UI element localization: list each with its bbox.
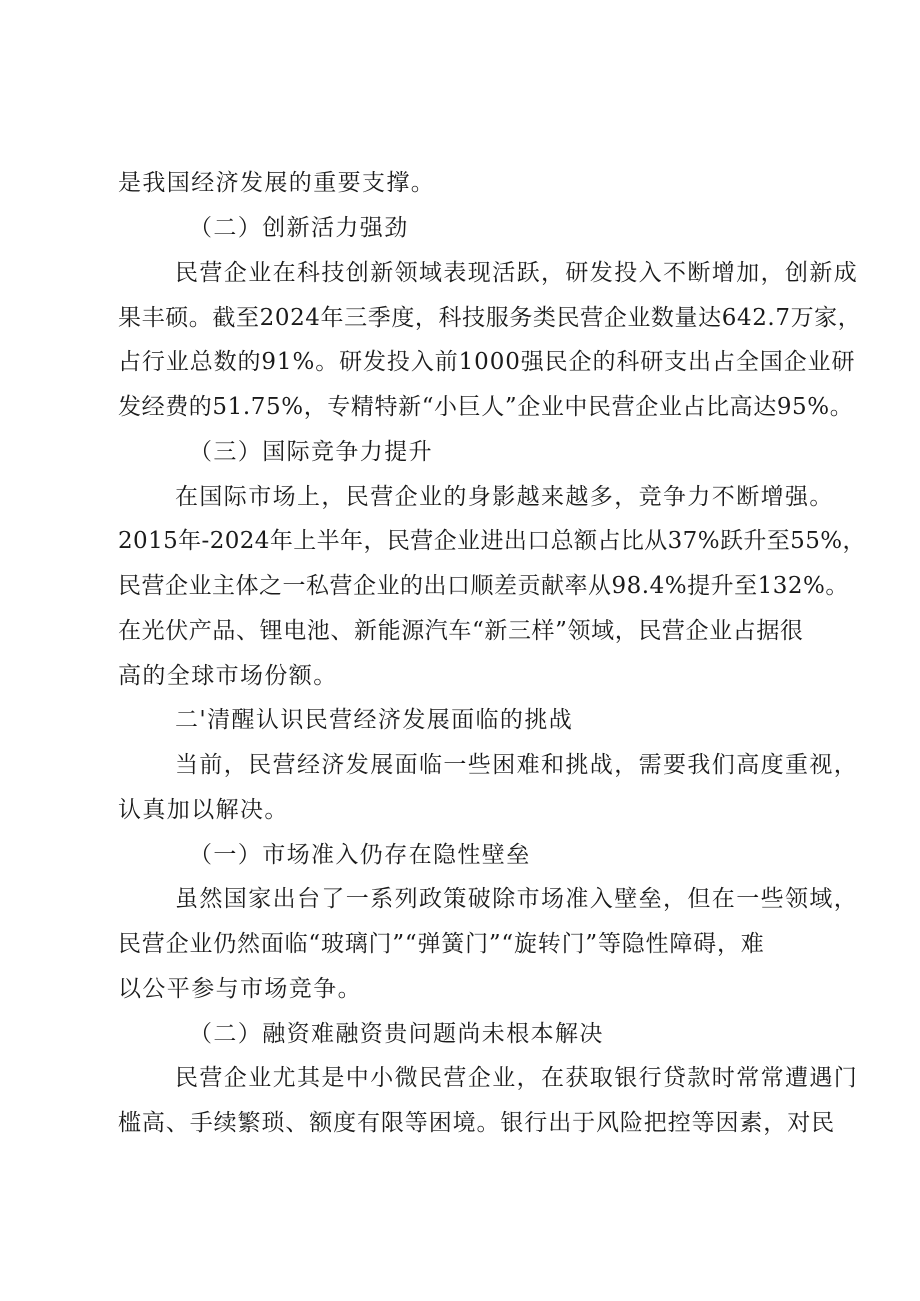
paragraph-line: 槛高、手续繁琐、额度有限等困境。银行出于风险把控等因素，对民 [118, 1110, 835, 1136]
paragraph-line: 在光伏产品、锂电池、新能源汽车“新三样”领域，民营企业占据很 [118, 618, 804, 644]
paragraph-line: 占行业总数的91%。研发投入前1000强民企的科研支出占全国企业研 [118, 349, 856, 375]
paragraph-line: 以公平参与市场竞争。 [118, 976, 362, 1002]
paragraph-line: 民营企业主体之一私营企业的出口顺差贡献率从98.4%提升至132%。 [118, 573, 849, 599]
paragraph-line: 民营企业仍然面临“玻璃门”“弹簧门”“旋转门”等隐性障碍，难 [118, 931, 765, 957]
section-heading: 二'清醒认识民营经济发展面临的挑战 [175, 707, 574, 733]
paragraph-line: 2015年-2024年上半年，民营企业进出口总额占比从37%跃升至55%， [118, 528, 866, 554]
paragraph-line: 是我国经济发展的重要支撑。 [118, 170, 436, 196]
paragraph-line: 高的全球市场份额。 [118, 663, 338, 689]
paragraph-line: 发经费的51.75%，专精特新“小巨人”企业中民营企业占比高达95%。 [118, 394, 854, 420]
paragraph-line: 在国际市场上，民营企业的身影越来越多，竞争力不断增强。 [175, 484, 834, 510]
paragraph-line: 虽然国家出台了一系列政策破除市场准入壁垒，但在一些领域， [175, 886, 859, 912]
paragraph-line: 果丰硕。截至2024年三季度，科技服务类民营企业数量达642.7万家， [118, 305, 862, 331]
paragraph-line: 认真加以解决。 [118, 797, 289, 823]
paragraph-line: 民营企业尤其是中小微民营企业，在获取银行贷款时常常遭遇门 [175, 1065, 859, 1091]
paragraph-line: 民营企业在科技创新领域表现活跃，研发投入不断增加，创新成 [175, 260, 859, 286]
section-heading: （三）国际竞争力提升 [189, 439, 433, 465]
section-heading: （一）市场准入仍存在隐性壁垒 [189, 842, 531, 868]
section-heading: （二）创新活力强劲 [189, 215, 409, 241]
section-heading: （二）融资难融资贵问题尚未根本解决 [189, 1021, 604, 1047]
paragraph-line: 当前，民营经济发展面临一些困难和挑战，需要我们高度重视， [175, 752, 859, 778]
